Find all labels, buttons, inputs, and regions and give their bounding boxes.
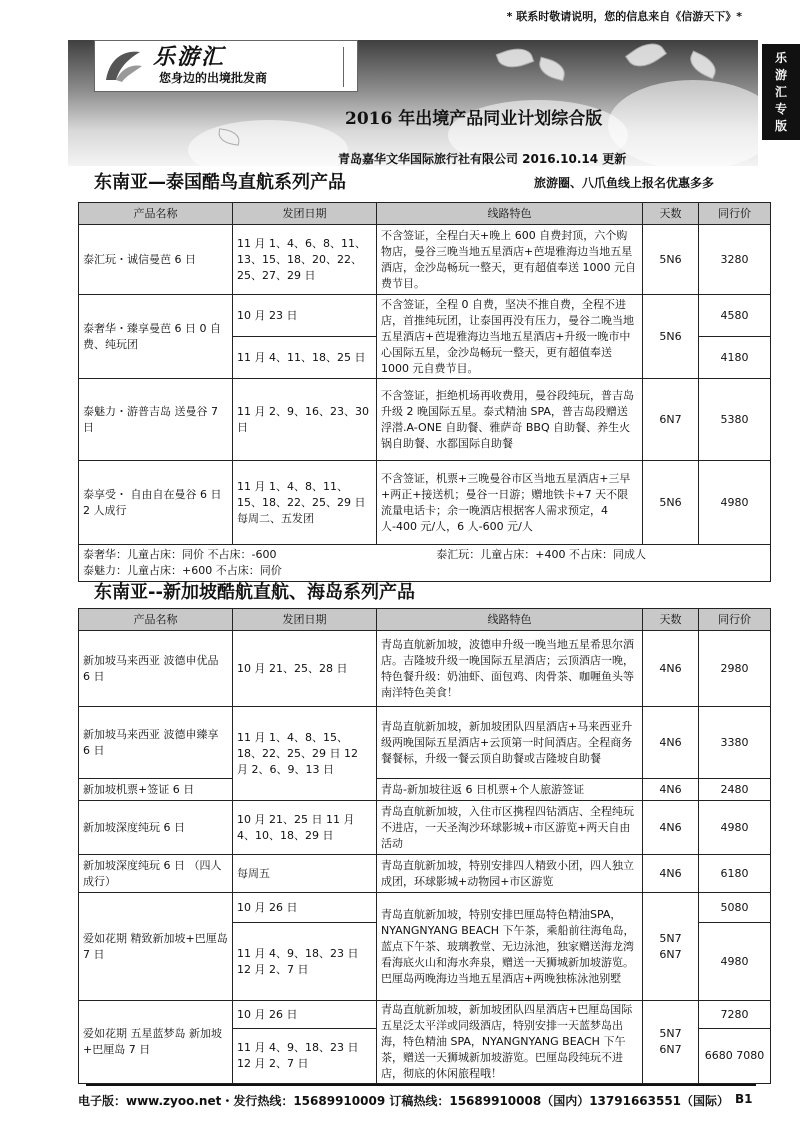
trade-price: 5380 [699, 379, 771, 461]
header-cell: 产品名称 [79, 203, 233, 225]
trip-days: 5N6 [643, 295, 699, 379]
table-row [79, 379, 771, 461]
product-name: 爱如花期 五星蓝梦岛 新加坡+巴厘岛 7 日 [79, 1001, 233, 1084]
trip-days: 4N6 [643, 707, 699, 779]
trade-price: 7280 [699, 1001, 771, 1029]
route-features: 青岛直航新加坡，入住市区携程四钻酒店、全程纯玩不进店，一天圣淘沙环球影城+市区游览+两天自由活动 [377, 801, 643, 855]
table-row [79, 779, 771, 801]
product-name: 新加坡深度纯玩 6 日 [79, 801, 233, 855]
singapore-products-table [78, 608, 771, 1084]
trade-price: 3380 [699, 707, 771, 779]
departure-dates: 10 月 21、25 日 11 月 4、10、18、29 日 [233, 801, 377, 855]
product-name: 爱如花期 精致新加坡+巴厘岛 7 日 [79, 893, 233, 1001]
child-note: 泰奢华：儿童占床：同价 不占床：-600 [83, 548, 277, 561]
header-cell: 发团日期 [233, 609, 377, 631]
leaf-icon [496, 43, 535, 73]
logo-icon [95, 44, 151, 88]
trip-days: 4N6 [643, 631, 699, 707]
side-tab-char: 专 [774, 101, 787, 116]
table-row [79, 295, 771, 337]
trip-days: 5N7 6N7 [643, 893, 699, 1001]
route-features: 青岛-新加坡往返 6 日机票+个人旅游签证 [377, 779, 643, 801]
trade-price: 6180 [699, 855, 771, 893]
contact-notice: * 联系时敬请说明，您的信息来自《信游天下》* [506, 10, 742, 23]
footer-divider [86, 1084, 756, 1086]
section-note: 旅游圈、八爪鱼线上报名优惠多多 [534, 176, 715, 190]
trip-days: 4N6 [643, 801, 699, 855]
trade-price: 4980 [699, 461, 771, 545]
child-note: 泰魅力：儿童占床：+600 不占床：同价 [83, 564, 282, 577]
logo-brand: 乐游汇 [153, 45, 226, 70]
table-header-row [79, 203, 771, 225]
logo [94, 40, 358, 92]
page-number: B1 [735, 1092, 753, 1106]
table-row [79, 1001, 771, 1029]
header-cell: 天数 [643, 609, 699, 631]
company-update-line: 青岛嘉华文华国际旅行社有限公司 2016.10.14 更新 [338, 152, 627, 166]
side-tab-char: 乐 [774, 50, 787, 65]
departure-dates: 11 月 2、9、16、23、30 日 [233, 379, 377, 461]
table-row [79, 893, 771, 923]
header-cell: 同行价 [699, 203, 771, 225]
product-name: 新加坡马来西亚 波德申臻享 6 日 [79, 707, 233, 779]
section-title-thailand: 东南亚—泰国酷鸟直航系列产品 [94, 172, 346, 193]
trade-price: 3280 [699, 225, 771, 295]
table-row [79, 461, 771, 545]
table-row [79, 631, 771, 669]
table-row [79, 855, 771, 893]
trip-days: 4N6 [643, 779, 699, 801]
route-features: 不含签证，拒绝机场再收费用，曼谷段纯玩，普吉岛升级 2 晚国际五星。泰式精油 SPA，普吉岛段赠送浮潜.A-ONE 自助餐、雅萨奇 BBQ 自助餐、养生火锅自助餐、水都国际自助餐 [377, 379, 643, 461]
table-row [79, 801, 771, 855]
trade-price: 6680 7080 [699, 1029, 771, 1084]
footer-contact: 电子版：www.zyoo.net・发行热线：15689910009 订稿热线：15689910008（国内）13791663551（国际） [78, 1094, 730, 1108]
departure-dates: 11 月 1、4、8、15、18、22、25、29 日 12 月 2、6、9、13 日 [233, 707, 377, 801]
route-features: 青岛直航新加坡，波德申升级一晚当地五星希思尔酒店。吉隆坡升级一晚国际五星酒店；云顶酒店一晚，特色餐升级：奶油虾、面包鸡、肉骨茶、咖喱鱼头等南洋特色美食！ [377, 631, 643, 707]
trade-price: 4980 [699, 801, 771, 855]
table-header-row [79, 609, 771, 631]
leaf-icon [625, 40, 667, 74]
trip-days: 5N6 [643, 225, 699, 295]
header-cell: 线路特色 [377, 609, 643, 631]
trip-days: 5N7 6N7 [643, 1001, 699, 1084]
departure-dates: 10 月 23 日 [233, 295, 377, 337]
departure-dates: 10 月 26 日 [233, 1001, 377, 1029]
route-features: 青岛直航新加坡，新加坡团队四星酒店+马来西亚升级两晚国际五星酒店+云顶第一时间酒店。全程商务餐餐标，升级一餐云顶自助餐或吉隆坡自助餐 [377, 707, 643, 779]
side-tab [762, 44, 800, 140]
header-cell: 同行价 [699, 609, 771, 631]
trip-days: 4N6 [643, 855, 699, 893]
table-row [79, 225, 771, 295]
departure-dates: 10 月 21、25、28 日 [233, 631, 377, 707]
logo-divider [343, 47, 344, 87]
trade-price: 5080 [699, 893, 771, 923]
departure-dates: 11 月 1、4、6、8、11、13、15、18、20、22、25、27、29 日 [233, 225, 377, 295]
child-note: 泰汇玩：儿童占床：+400 不占床：同成人 [436, 548, 646, 561]
trade-price: 4980 [699, 923, 771, 1001]
cloud-shape [188, 120, 348, 166]
trade-price: 2980 [699, 631, 771, 707]
product-name: 泰魅力・游普吉岛 送曼谷 7 日 [79, 379, 233, 461]
header-cell: 产品名称 [79, 609, 233, 631]
leaf-icon [686, 51, 721, 80]
product-name: 新加坡深度纯玩 6 日 （四人成行） [79, 855, 233, 893]
product-name: 新加坡机票+签证 6 日 [79, 779, 233, 801]
trip-days: 5N6 [643, 461, 699, 545]
product-name: 泰奢华・臻享曼芭 6 日 0 自费、纯玩团 [79, 295, 233, 379]
banner-title: 2016 年出境产品同业计划综合版 [345, 109, 603, 129]
header-cell: 天数 [643, 203, 699, 225]
section-title-singapore: 东南亚--新加坡酷航直航、海岛系列产品 [94, 582, 415, 603]
route-features: 青岛直航新加坡，特别安排巴厘岛特色精油SPA，NYANGNYANG BEACH 下午茶，乘船前往海龟岛，蓝点下午茶、玻璃教堂、无边泳池，独家赠送海龙湾看海底火山和海水奔泉，赠送一天狮城新加坡游览。巴厘岛两晚海边当地五星酒店+两晚独栋泳池别墅 [377, 893, 643, 1001]
table-row [79, 707, 771, 779]
header-cell: 发团日期 [233, 203, 377, 225]
leaf-icon [536, 57, 568, 82]
departure-dates: 11 月 4、9、18、23 日 12 月 2、7 日 [233, 923, 377, 1001]
departure-dates: 11 月 4、11、18、25 日 [233, 337, 377, 379]
trip-days: 6N7 [643, 379, 699, 461]
departure-dates: 11 月 1、4、8、11、15、18、22、25、29 日 每周二、五发团 [233, 461, 377, 545]
header-cell: 线路特色 [377, 203, 643, 225]
route-features: 不含签证，全程 0 自费，坚决不推自费，全程不进店，首推纯玩团，让泰国再没有压力，曼谷二晚当地五星酒店+芭堤雅海边当地五星酒店+升级一晚市中心国际五星，金沙岛畅玩一整天，更有超值奉送 1000 元自费节目。 [377, 295, 643, 379]
trade-price: 4580 [699, 295, 771, 337]
trade-price: 4180 [699, 337, 771, 379]
product-name: 泰享受・ 自由自在曼谷 6 日 2 人成行 [79, 461, 233, 545]
product-name: 泰汇玩・诚信曼芭 6 日 [79, 225, 233, 295]
child-price-notes [79, 545, 771, 582]
trade-price: 2480 [699, 779, 771, 801]
side-tab-char: 游 [774, 67, 787, 82]
logo-slogan: 您身边的出境批发商 [159, 71, 268, 85]
side-tab-char: 版 [774, 118, 787, 133]
departure-dates: 11 月 4、9、18、23 日 12 月 2、7 日 [233, 1029, 377, 1084]
departure-dates: 每周五 [233, 855, 377, 893]
side-tab-char: 汇 [774, 84, 787, 99]
cloud-shape [608, 80, 758, 166]
product-name: 新加坡马来西亚 波德申优品 6 日 [79, 631, 233, 707]
route-features: 青岛直航新加坡，新加坡团队四星酒店+巴厘岛国际五星泛太平洋或同级酒店，特别安排一天蓝梦岛出海，特色精油 SPA，NYANGNYANG BEACH 下午茶，赠送一天狮城新加坡游览。巴厘岛段纯玩不进店，彻底的休闲旅程哦！ [377, 1001, 643, 1084]
route-features: 青岛直航新加坡，特别安排四人精致小团，四人独立成团，环球影城+动物园+市区游览 [377, 855, 643, 893]
route-features: 不含签证，机票+三晚曼谷市区当地五星酒店+三早+两正+接送机；曼谷一日游；赠地铁卡+7 天不限流量电话卡；余一晚酒店根据客人需求预定，4 人-400 元/人，6 人-600 元/人 [377, 461, 643, 545]
route-features: 不含签证，全程白天+晚上 600 自费封顶，六个购物店，曼谷三晚当地五星酒店+芭堤雅海边当地五星酒店，金沙岛畅玩一整天，更有超值奉送 1000 元自费节目。 [377, 225, 643, 295]
thailand-products-table [78, 202, 771, 582]
departure-dates: 10 月 26 日 [233, 893, 377, 923]
